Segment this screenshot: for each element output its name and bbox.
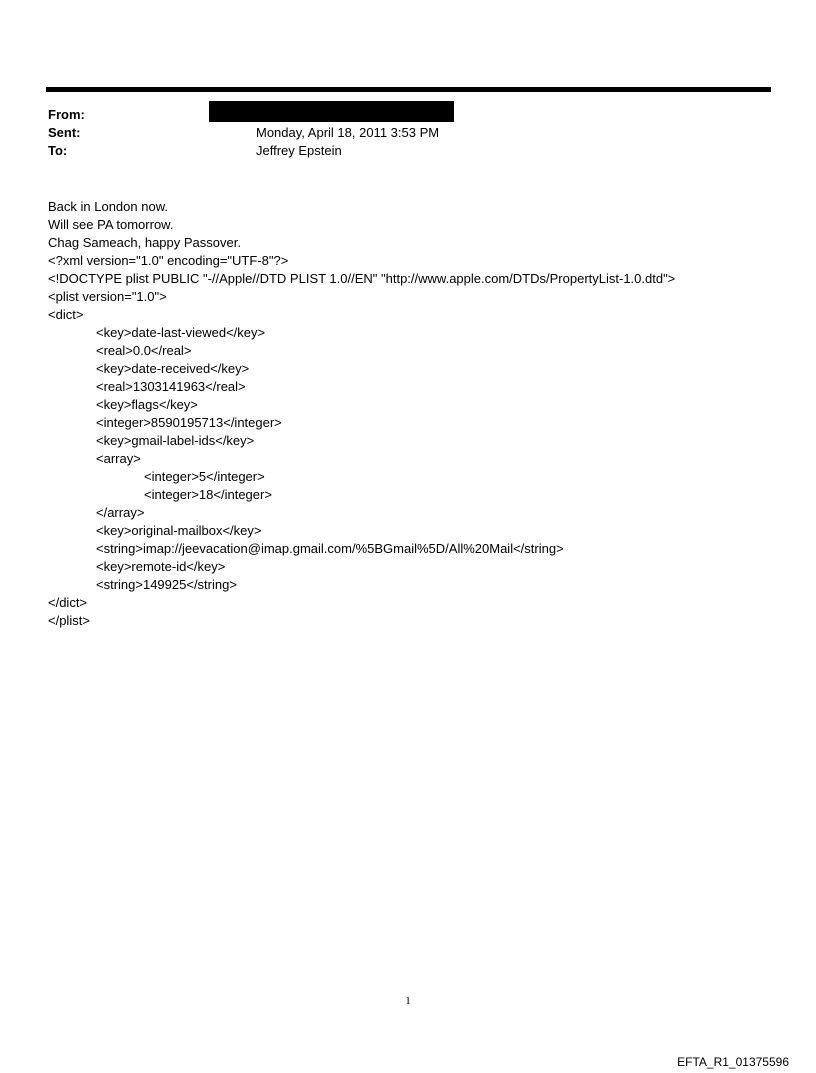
sent-value: Monday, April 18, 2011 3:53 PM: [256, 125, 440, 140]
body-line: <string>149925</string>: [96, 577, 237, 592]
from-label: From:: [48, 107, 85, 122]
body-line: Back in London now.: [48, 199, 168, 214]
to-value: Jeffrey Epstein: [256, 143, 342, 158]
body-line: <?xml version="1.0" encoding="UTF-8"?>: [48, 253, 289, 268]
body-line: <array>: [96, 451, 141, 466]
body-line: </dict>: [48, 595, 88, 610]
body-line: <key>flags</key>: [96, 397, 198, 412]
body-line: <key>date-received</key>: [96, 361, 250, 376]
body-line: <real>0.0</real>: [96, 343, 192, 358]
body-line: <!DOCTYPE plist PUBLIC "-//Apple//DTD PLIST 1.0//EN" "http://www.apple.com/DTDs/PropertyList-1.0.dtd">: [48, 271, 676, 286]
bates-number: EFTA_R1_01375596: [677, 1055, 789, 1069]
header-divider: [46, 87, 771, 92]
body-line: <string>imap://jeevacation@imap.gmail.com/%5BGmail%5D/All%20Mail</string>: [96, 541, 564, 556]
body-line: </array>: [96, 505, 145, 520]
sent-row: [48, 124, 748, 142]
email-header: [48, 106, 748, 160]
body-line: <key>original-mailbox</key>: [96, 523, 262, 538]
body-line: Chag Sameach, happy Passover.: [48, 235, 241, 250]
body-line: <dict>: [48, 307, 84, 322]
body-line: <key>gmail-label-ids</key>: [96, 433, 255, 448]
from-row: [48, 106, 748, 124]
to-label: To:: [48, 143, 68, 158]
email-body: [48, 198, 788, 630]
body-line: <integer>18</integer>: [144, 487, 272, 502]
body-line: <real>1303141963</real>: [96, 379, 246, 394]
body-line: <integer>8590195713</integer>: [96, 415, 282, 430]
sent-label: Sent:: [48, 125, 81, 140]
body-line: Will see PA tomorrow.: [48, 217, 174, 232]
body-line: <key>date-last-viewed</key>: [96, 325, 266, 340]
body-line: <key>remote-id</key>: [96, 559, 226, 574]
body-line: </plist>: [48, 613, 90, 628]
to-row: [48, 142, 748, 160]
page-number: 1: [405, 995, 411, 1007]
body-line: <integer>5</integer>: [144, 469, 265, 484]
body-line: <plist version="1.0">: [48, 289, 167, 304]
